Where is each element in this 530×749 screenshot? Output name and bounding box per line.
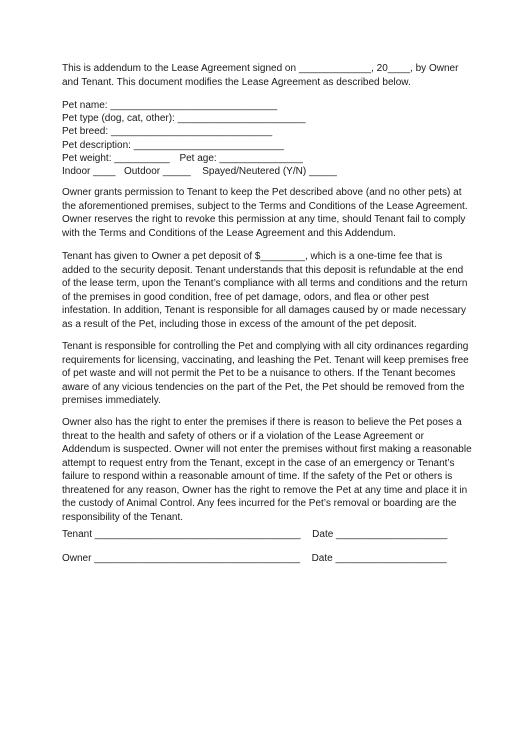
spayed-neutered-field[interactable]: Spayed/Neutered (Y/N) _____ <box>202 166 337 178</box>
pet-name-field[interactable]: Pet name: ______________________________ <box>62 100 278 111</box>
intro-text: This is addendum to the Lease Agreement signed on _____________, 20____, by Owner and Tenant. This document modifies the Lease Agreement as described below. <box>62 63 459 88</box>
tenant-date-field[interactable]: Date ____________________ <box>312 529 448 540</box>
outdoor-field[interactable]: Outdoor _____ <box>123 166 191 178</box>
indoor-field[interactable]: Indoor ____ <box>62 166 116 178</box>
owner-signature-field[interactable]: Owner _____________________________________ <box>62 553 301 564</box>
pet-details-form <box>62 99 362 178</box>
pet-breed-field[interactable]: Pet breed: _____________________________ <box>62 126 273 138</box>
entry-paragraph: Owner also has the right to enter the premises if there is reason to believe the Pet poses a threat to the health and safety of others or if a violation of the Lease Agreement or Addendum is suspected. Owner will not enter the premises without first making a reasonable attempt to request entry from the Tenant, except in the case of an emergency or Tenant’s failure to respond within a reasonable amount of time. If the safety of the Pet or others is threatened for any reason, Owner has the right to remove the Pet at any time and place it in the custody of Animal Control. Any fees incurred for the Pet’s removal or boarding are the responsibility of the Tenant. <box>62 417 472 523</box>
responsibility-paragraph: Tenant is responsible for controlling the Pet and complying with all city ordinances regarding requirements for licensing, vaccinating, and leashing the Pet. Tenant will keep premises free of pet waste and will not permit the Pet to be a nuisance to others. If the Tenant becomes aware of any vicious tendencies on the part of the Pet, the Pet should be removed from the premises immediately. <box>62 341 469 406</box>
pet-weight-field[interactable]: Pet weight: __________ <box>62 152 170 164</box>
tenant-signature-field[interactable]: Tenant _____________________________________ <box>62 529 301 540</box>
pet-type-field[interactable]: Pet type (dog, cat, other): _______________________ <box>62 113 306 125</box>
pet-housing-row <box>62 165 362 178</box>
pet-description-field[interactable]: Pet description: ___________________________ <box>62 139 284 151</box>
permission-paragraph: Owner grants permission to Tenant to keep the Pet described above (and no other pets) at the aforementioned premises, subject to the Terms and Conditions of the Lease Agreement. Owner reserves the right to revoke this permission at any time, should Tenant fail to comply with the Terms and Conditions of the Lease Agreement and this Addendum. <box>62 187 468 239</box>
owner-date-field[interactable]: Date ____________________ <box>311 553 447 564</box>
tenant-signature-row <box>62 528 447 541</box>
pet-age-field[interactable]: Pet age: _______________ <box>179 152 303 164</box>
owner-signature-row <box>62 552 447 565</box>
pet-weight-age-row <box>62 152 362 165</box>
deposit-paragraph: Tenant has given to Owner a pet deposit of $________, which is a one-time fee that is added to the security deposit. Tenant understands that this deposit is refundable at the end of the lease term, upon the Tenant’s compliance with all terms and conditions and the return of the premises in good condition, free of pet damage, odors, and flea or other pest infestation. In addition, Tenant is responsible for all damages caused by or made necessary as a result of the Pet, including those in excess of the amount of the pet deposit. <box>62 251 468 330</box>
